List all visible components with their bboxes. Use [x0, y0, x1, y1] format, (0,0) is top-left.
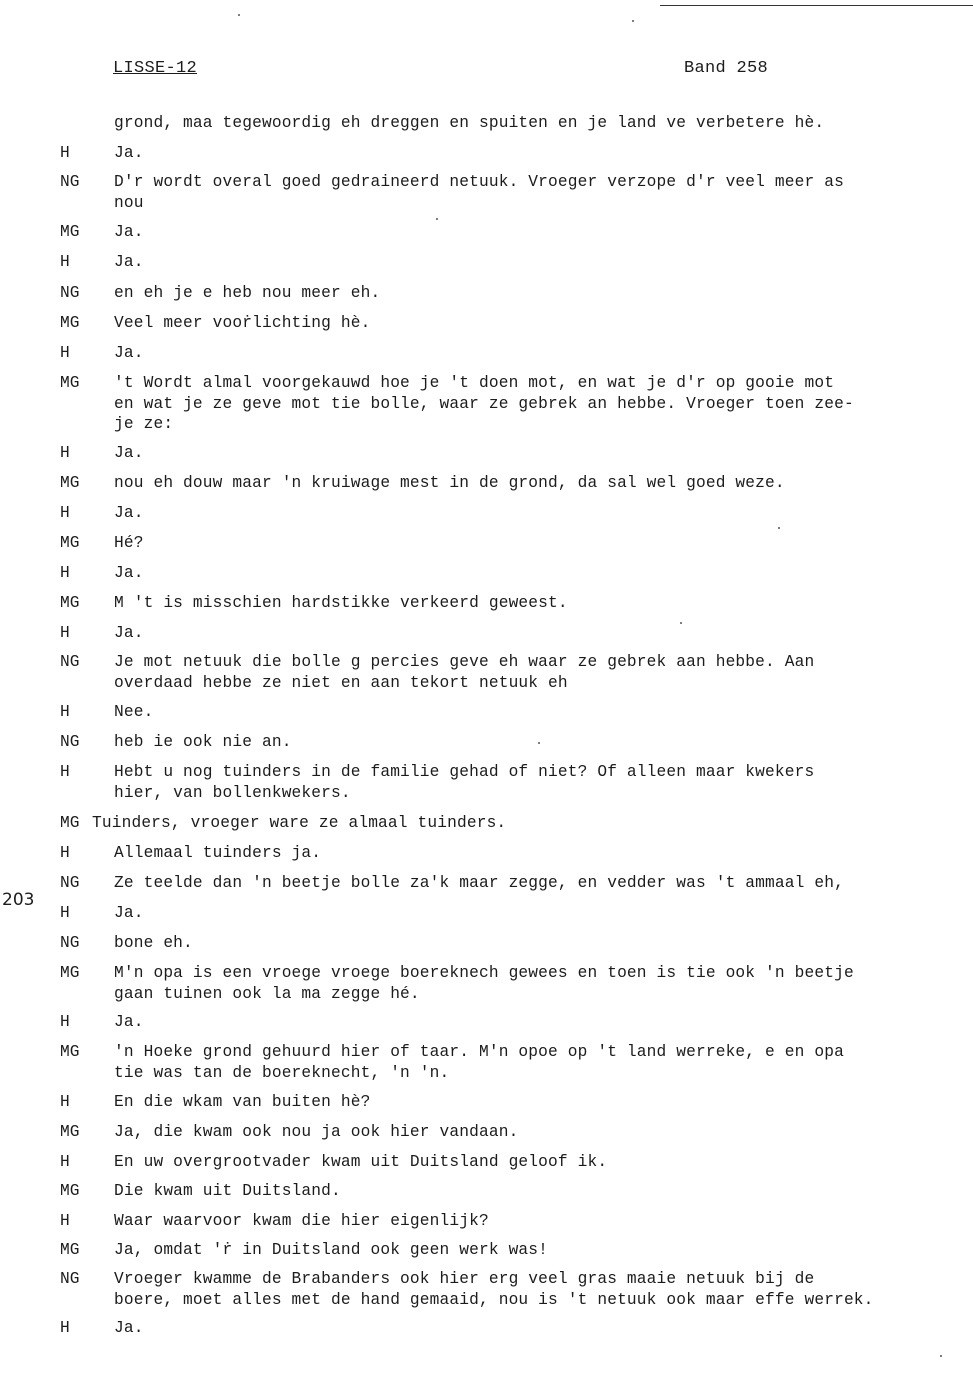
utterance-line: grond, maa tegewoordig eh dreggen en spuiten en je land ve verbetere hè. — [114, 114, 825, 132]
utterance-line: Ja. — [114, 253, 144, 271]
speaker-label: NG — [60, 1270, 80, 1288]
utterance-line: Ja, omdat 'ṙ in Duitsland ook geen werk was! — [114, 1241, 549, 1259]
utterance-line: Nee. — [114, 703, 154, 721]
speaker-label: MG — [60, 1241, 80, 1259]
utterance-line: hier, van bollenkwekers. — [114, 783, 351, 802]
utterance-line: Ja. — [114, 444, 144, 462]
speaker-label: MG — [60, 814, 80, 832]
speaker-label: H — [60, 1212, 70, 1230]
scan-speck — [538, 742, 540, 744]
speaker-label: MG — [60, 1123, 80, 1141]
speaker-label: H — [60, 253, 70, 271]
utterance-line: bone eh. — [114, 934, 193, 952]
utterance-line: en wat je ze geve mot tie bolle, waar ze gebrek an hebbe. Vroeger toen zee- — [114, 394, 854, 413]
utterance-line: je ze: — [114, 415, 174, 433]
speaker-label: H — [60, 624, 70, 642]
utterance-line: gaan tuinen ook la ma zegge hé. — [114, 984, 420, 1003]
utterance-line: M 't is misschien hardstikke verkeerd geweest. — [114, 594, 568, 612]
speaker-label: MG — [60, 474, 80, 492]
scan-speck — [436, 218, 438, 220]
speaker-label: H — [60, 564, 70, 582]
speaker-label: NG — [60, 733, 80, 751]
speaker-label: NG — [60, 874, 80, 892]
speaker-label: NG — [60, 653, 80, 671]
speaker-label: H — [60, 763, 70, 781]
top-rule — [660, 5, 973, 6]
utterance-line: En uw overgrootvader kwam uit Duitsland geloof ik. — [114, 1153, 608, 1171]
speaker-label: MG — [60, 1182, 80, 1200]
utterance-line: Hebt u nog tuinders in de familie gehad of niet? Of alleen maar kwekers — [114, 763, 815, 781]
speaker-label: H — [60, 444, 70, 462]
utterance-line: Waar waarvoor kwam die hier eigenlijk? — [114, 1212, 489, 1230]
utterance-line: En die wkam van buiten hè? — [114, 1093, 371, 1111]
speaker-label: H — [60, 1153, 70, 1171]
speaker-label: NG — [60, 284, 80, 302]
utterance-line: Die kwam uit Duitsland. — [114, 1182, 341, 1200]
speaker-label: H — [60, 844, 70, 862]
utterance-line: Ja. — [114, 223, 144, 241]
utterance-line: overdaad hebbe ze niet en aan tekort netuuk eh — [114, 673, 568, 692]
utterance-line: Ja. — [114, 624, 144, 642]
utterance-line: tie was tan de boereknecht, 'n 'n. — [114, 1063, 450, 1082]
utterance-line: Ja. — [114, 344, 144, 362]
speaker-label: H — [60, 344, 70, 362]
utterance-line: Vroeger kwamme de Brabanders ook hier erg veel gras maaie netuuk bij de — [114, 1270, 815, 1288]
speaker-label: MG — [60, 314, 80, 332]
speaker-label: MG — [60, 1043, 80, 1061]
utterance-line: Ja. — [114, 564, 144, 582]
band-number: Band 258 — [684, 59, 769, 78]
document-id: LISSE-12 — [113, 59, 198, 78]
utterance-line: D'r wordt overal goed gedraineerd netuuk. Vroeger verzope d'r veel meer as — [114, 173, 844, 191]
utterance-line: nou — [114, 193, 144, 212]
utterance-line: Tuinders, vroeger ware ze almaal tuinders. — [92, 814, 507, 832]
scan-speck — [680, 622, 682, 624]
speaker-label: H — [60, 1013, 70, 1031]
speaker-label: H — [60, 1093, 70, 1111]
scan-speck — [632, 20, 634, 22]
utterance-line: Ja. — [114, 904, 144, 922]
speaker-label: MG — [60, 223, 80, 241]
speaker-label: MG — [60, 534, 80, 552]
utterance-line: Ja. — [114, 144, 144, 162]
speaker-label: H — [60, 504, 70, 522]
speaker-label: MG — [60, 964, 80, 982]
utterance-line: 'n Hoeke grond gehuurd hier of taar. M'n opoe op 't land werreke, e en opa — [114, 1043, 844, 1061]
speaker-label: H — [60, 144, 70, 162]
speaker-label: MG — [60, 594, 80, 612]
utterance-line: Allemaal tuinders ja. — [114, 844, 322, 862]
utterance-line: Je mot netuuk die bolle g percies geve eh waar ze gebrek aan hebbe. Aan — [114, 653, 815, 671]
utterance-line: Ja. — [114, 1013, 144, 1031]
speaker-label: H — [60, 904, 70, 922]
speaker-label: H — [60, 1319, 70, 1337]
utterance-line: Hé? — [114, 534, 144, 552]
utterance-line: heb ie ook nie an. — [114, 733, 292, 751]
utterance-line: boere, moet alles met de hand gemaaid, nou is 't netuuk ook maar effe werrek. — [114, 1290, 874, 1309]
utterance-line: Ja, die kwam ook nou ja ook hier vandaan. — [114, 1123, 519, 1141]
utterance-line: Veel meer vooṙlichting hè. — [114, 314, 371, 332]
speaker-label: H — [60, 703, 70, 721]
speaker-label: MG — [60, 374, 80, 392]
scan-speck — [778, 527, 780, 529]
utterance-line: 't Wordt almal voorgekauwd hoe je 't doen mot, en wat je d'r op gooie mot — [114, 374, 835, 392]
utterance-line: Ja. — [114, 1319, 144, 1337]
scan-speck — [940, 1355, 942, 1357]
speaker-label: NG — [60, 934, 80, 952]
utterance-line: nou eh douw maar 'n kruiwage mest in de grond, da sal wel goed weze. — [114, 474, 785, 492]
utterance-line: Ze teelde dan 'n beetje bolle za'k maar zegge, en vedder was 't ammaal eh, — [114, 874, 844, 892]
utterance-line: M'n opa is een vroege vroege boereknech gewees en toen is tie ook 'n beetje — [114, 964, 854, 982]
scan-speck — [238, 14, 240, 16]
utterance-line: Ja. — [114, 504, 144, 522]
utterance-line: en eh je e heb nou meer eh. — [114, 284, 381, 302]
speaker-label: NG — [60, 173, 80, 191]
margin-note: 203 — [2, 890, 35, 910]
